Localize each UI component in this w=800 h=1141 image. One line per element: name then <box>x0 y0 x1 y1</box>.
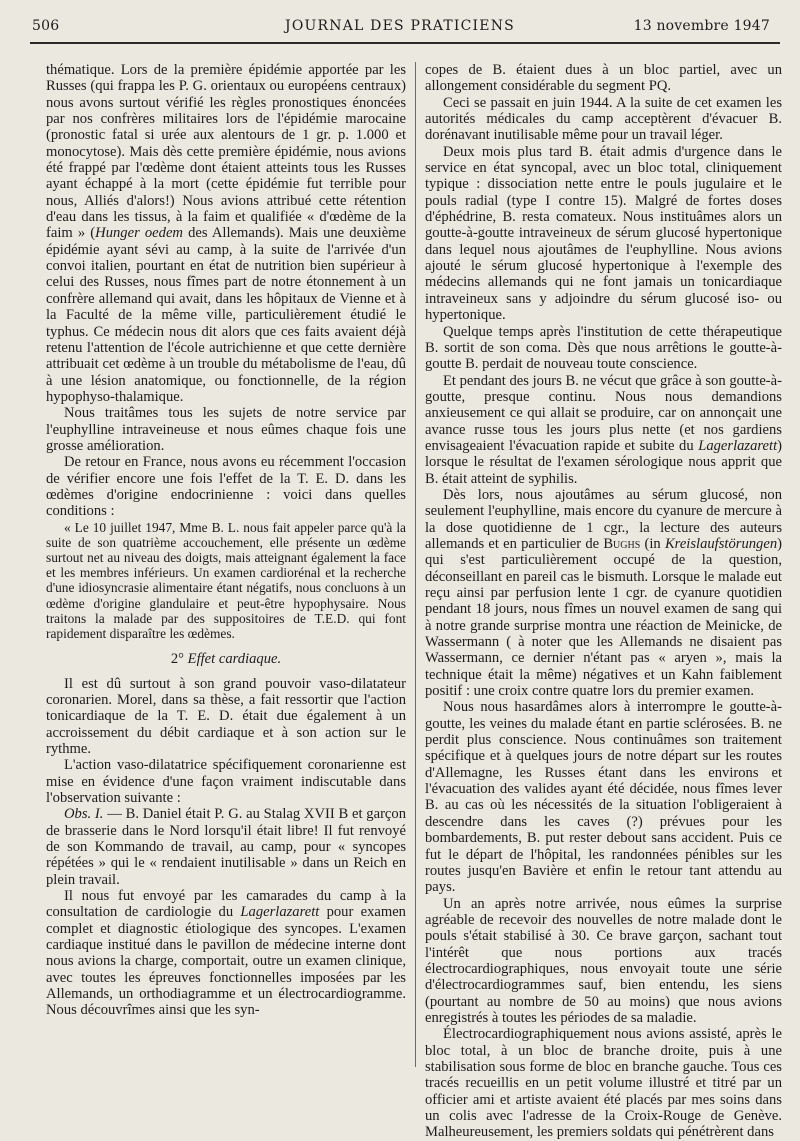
paragraph: Quelque temps après l'institution de cette thérapeutique B. sortit de son coma. Dès que nous arrêtions le goutte-à-goutte B. perdait de nouveau toute conscience. <box>425 323 782 373</box>
paragraph: Dès lors, nous ajoutâmes au sérum glucosé, non seulement l'euphylline, mais encore du cyanure de mercure à la dose quotidienne de 1 cgr., la lecture des auteurs allemands et en particulier de Bughs (in Kreislaufstörungen) qui s'est particulièrement occupé de la question, déconseillant en pareil cas le bismuth. Lorsque le malade eut reçu ainsi par perfusion lente 1 cgr. de cyanure quotidien pendant 18 jours, nous fîmes un nouvel examen de sang qui à notre grande surprise montra une réaction de Meinicke, de Wassermann ( à noter que les Allemands ne disaient pas Wassermann, ce dernier n'étant pas « aryen », mais la technique était la même) négatives et un Kahn faiblement positif : une croix contre quatre lors du premier examen. <box>425 486 782 700</box>
page-header <box>30 18 770 42</box>
paragraph: De retour en France, nous avons eu récemment l'occasion de vérifier encore une fois l'effet de la T. E. D. dans les œdèmes d'origine endocrinienne : voici dans quelles conditions : <box>46 454 406 520</box>
column-divider <box>415 62 416 1067</box>
header-rule <box>30 42 780 44</box>
paragraph: Nous traitâmes tous les sujets de notre service par l'euphylline intraveineuse et nous eûmes chaque fois une grosse amélioration. <box>46 405 406 454</box>
section-heading: 2° Effet cardiaque. <box>170 651 282 668</box>
paragraph: Il est dû surtout à son grand pouvoir vaso-dilatateur coronarien. Morel, dans sa thèse, a fait ressortir que l'action tonicardiaque de la T. E. D. était due également à un accroissement du débit cardiaque et à son action sur le rythme. <box>46 675 406 757</box>
page-number: 506 <box>32 18 60 34</box>
right-column <box>425 62 782 1141</box>
left-column <box>46 62 406 1072</box>
paragraph: Nous nous hasardâmes alors à interrompre le goutte-à-goutte, les veines du malade étant en partie sclérosées. B. ne perdit plus conscience. Nous continuâmes son traitement spécifique et à quelques jours de notre départ sur les routes d'Allemagne, les Russes étant dans les environs et l'évacuation des valides ayant été décidée, nous fîmes lever B. au cas où les nécessités de la situation l'obligeraient à descendre dans les caves (?) prévues pour les bombardements, B. put rester debout sans accident. Puis ce fut le départ de l'hôpital, les randonnées pénibles sur les routes jusqu'en Bavière et enfin le retour tant attendu au pays. <box>425 699 782 896</box>
paragraph: copes de B. étaient dues à un bloc partiel, avec un allongement considérable du segment PQ. <box>425 62 782 95</box>
paragraph: thématique. Lors de la première épidémie apportée par les Russes (qui frappa les P. G. orientaux ou européens centraux) nous avons surtout vérifié les règles pronostiques énoncées par nos confrères militaires lors de l'épidémie marocaine (pronostic fatal si urée aux alentours de 1 gr. p. 1.000 et monocytose). Mais dès cette première épidémie, nous avions été frappé par l'œdème dont étaient atteints tous les Russes ayant échappé à la mort (cette épidémie fut terrible pour nous, Alliés d'alors!) Nous avions attribué cette rétention d'eau dans les tissus, à la faim et qualifiée « d'œdème de la faim » (Hunger oedem des Allemands). Mais une deuxième épidémie ayant sévi au camp, à la suite de l'arrivée d'un convoi italien, pourtant en état de nutrition bien supérieur à celui des Russes, nous fîmes part de notre étonnement à un confrère allemand qui avait, dans les hôpitaux de Vienne et à la Faculté de la même ville, particulièrement étudié le typhus. Ce médecin nous dit alors que ces faits avaient déjà retenu l'attention de l'école autrichienne et que cette dernière attribuait cet œdème à un trouble du métabolisme de l'eau, dû à une lésion anatomique, ou fonctionnelle, de la région hypophyso-thalamique. <box>46 62 407 405</box>
paragraph: Électrocardiographiquement nous avions assisté, après le bloc total, à un bloc de branche droite, puis à une stabilisation sous forme de bloc en branche gauche. Tous ces tracés recueillis en un petit volume illustré et titré par un officier ami et artiste avaient été placés par mes soins dans un colis avec l'adresse de la Croix-Rouge de Genève. Malheureusement, les premiers soldats qui pénétrèrent dans <box>425 1026 782 1141</box>
journal-title: JOURNAL DES PRATICIENS <box>285 18 515 34</box>
paragraph: Deux mois plus tard B. était admis d'urgence dans le service en état syncopal, avec un bloc total, cliniquement typique : dissociation nette entre le pouls jugulaire et le pouls radial (type I contre 15). Malgré de fortes doses d'éphédrine, B. resta comateux. Nous instituâmes alors un goutte-à-goutte intraveineux de sérum glucosé hypertonique dans lequel nous ajoutâmes de l'euphylline. Nous avions ajouté le sérum glucosé hypertonique à l'exemple des médecins allemands qui ne font jamais un tonicardiaque intraveineux sans y adjoindre du sérum glucosé iso- ou hypertonique. <box>425 143 782 324</box>
paragraph: Et pendant des jours B. ne vécut que grâce à son goutte-à-goutte, presque continu. Nous nous demandions anxieusement ce qui allait se produire, car on annonçait une avance russe tous les jours plus nette (et nos gardiens envisageaient l'évacuation rapide et subite du Lagerlazarett) lorsque le résultat de l'examen sérologique nous apprit que B. était atteint de syphilis. <box>425 372 782 487</box>
case-quote: « Le 10 juillet 1947, Mme B. L. nous fait appeler parce qu'à la suite de son quatrième accouchement, elle présente un œdème surtout net au niveau des doigts, mais atteignant également la face et les membres inférieurs. Un examen cardiorénal et la recherche d'une idiosyncrasie alimentaire étant négatifs, nous concluons à un œdème d'origine glandulaire et peut-être hypophysaire. Nous traitons la malade par des suppositoires de T.E.D. qui font rapidement disparaître les œdèmes. <box>46 519 406 642</box>
paragraph: L'action vaso-dilatatrice spécifiquement coronarienne est mise en évidence d'une façon vraiment indiscutable dans l'observation suivante : <box>46 757 406 806</box>
paragraph: Ceci se passait en juin 1944. A la suite de cet examen les autorités médicales du camp acceptèrent d'évacuer B. dorénavant inutilisable même pour un travail léger. <box>425 94 782 144</box>
paragraph: Il nous fut envoyé par les camarades du camp à la consultation de cardiologie du Lagerlazarett pour examen complet et diagnostic étiologique des syncopes. L'examen cardiaque institué dans le pavillon de médecine interne dont nous avions la charge, comportait, outre un examen clinique, avec toutes les épreuves fonctionnelles imposées par les Allemands, un orthodiagramme et un électrocardiogramme. Nous découvrîmes ainsi que les syn- <box>46 888 406 1019</box>
observation: Obs. I. — B. Daniel était P. G. au Stalag XVII B et garçon de brasserie dans le Nord lorsqu'il était libre! Il fut renvoyé de son Kommando de travail, au camp, pour « syncopes répétées » qui le « rendaient inutilisable » dans un Reich en plein travail. <box>46 806 406 888</box>
issue-date: 13 novembre 1947 <box>633 18 770 34</box>
paragraph: Un an après notre arrivée, nous eûmes la surprise agréable de recevoir des nouvelles de notre malade dont le pouls s'était stabilisé à 30. Ce brave garçon, sachant tout l'intérêt que nous portions aux tracés électrocardiographiques, nous envoyait toute une série d'électrocardiogrammes sauf, bien entendu, les siens (pourtant au nombre de 50 au moins) que nous avions enregistrés à toutes les périodes de sa maladie. <box>425 895 782 1026</box>
